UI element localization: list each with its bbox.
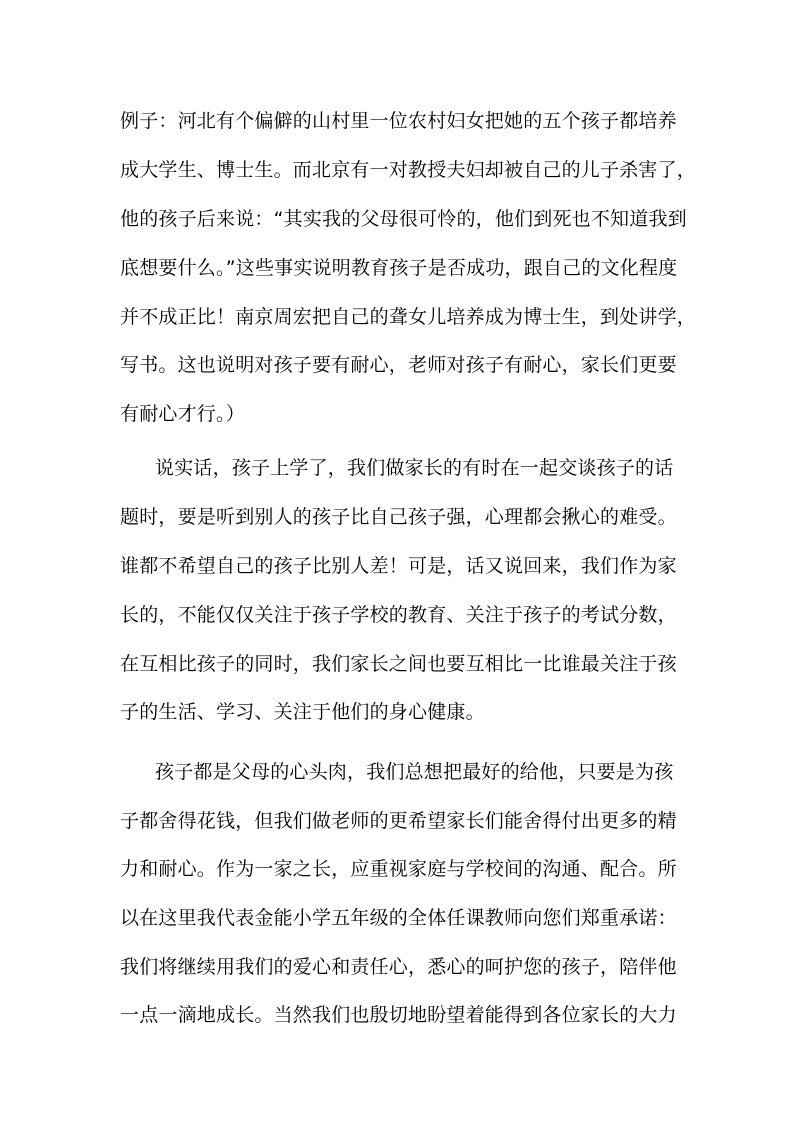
paragraph-line: 有耐心才行。） xyxy=(120,403,245,425)
paragraph-line: 子的生活、学习、关注于他们的身心健康。 xyxy=(120,701,485,723)
paragraph-line: 谁都不希望自己的孩子比别人差！可是，话又说回来，我们作为家 xyxy=(120,555,677,577)
paragraph-line: 成大学生、博士生。而北京有一对教授夫妇却被自己的儿子杀害了， xyxy=(120,159,697,181)
paragraph-line: 题时，要是听到别人的孩子比自己孩子强，心理都会揪心的难受。 xyxy=(120,506,677,528)
paragraph-line: 在互相比孩子的同时，我们家长之间也要互相比一比谁最关注于孩 xyxy=(120,653,677,675)
paragraph-line: 子都舍得花钱，但我们做老师的更希望家长们能舍得付出更多的精 xyxy=(120,810,677,832)
paragraph-line: 长的，不能仅仅关注于孩子学校的教育、关注于孩子的考试分数， xyxy=(120,604,677,626)
paragraph-line: 例子：河北有个偏僻的山村里一位农村妇女把她的五个孩子都培养 xyxy=(120,110,677,132)
paragraph-line: 底想要什么。”这些事实说明教育孩子是否成功，跟自己的文化程度 xyxy=(120,257,678,279)
paragraph-line: 以在这里我代表金能小学五年级的全体任课教师向您们郑重承诺： xyxy=(120,907,677,929)
paragraph-line: 写书。这也说明对孩子要有耐心，老师对孩子有耐心，家长们更要 xyxy=(120,354,677,376)
paragraph-line: 他的孩子后来说：“其实我的父母很可怜的，他们到死也不知道我到 xyxy=(120,208,687,230)
paragraph-line: 孩子都是父母的心头肉，我们总想把最好的给他，只要是为孩 xyxy=(155,761,674,783)
paragraph-line: 力和耐心。作为一家之长，应重视家庭与学校间的沟通、配合。所 xyxy=(120,858,677,880)
paragraph-line: 说实话，孩子上学了，我们做家长的有时在一起交谈孩子的话 xyxy=(155,457,674,479)
paragraph-line: 并不成正比！南京周宏把自己的聋女儿培养成为博士生，到处讲学， xyxy=(120,306,697,328)
paragraph-line: 一点一滴地成长。当然我们也殷切地盼望着能得到各位家长的大力 xyxy=(120,1004,677,1026)
paragraph-line: 我们将继续用我们的爱心和责任心，悉心的呵护您的孩子，陪伴他 xyxy=(120,956,677,978)
